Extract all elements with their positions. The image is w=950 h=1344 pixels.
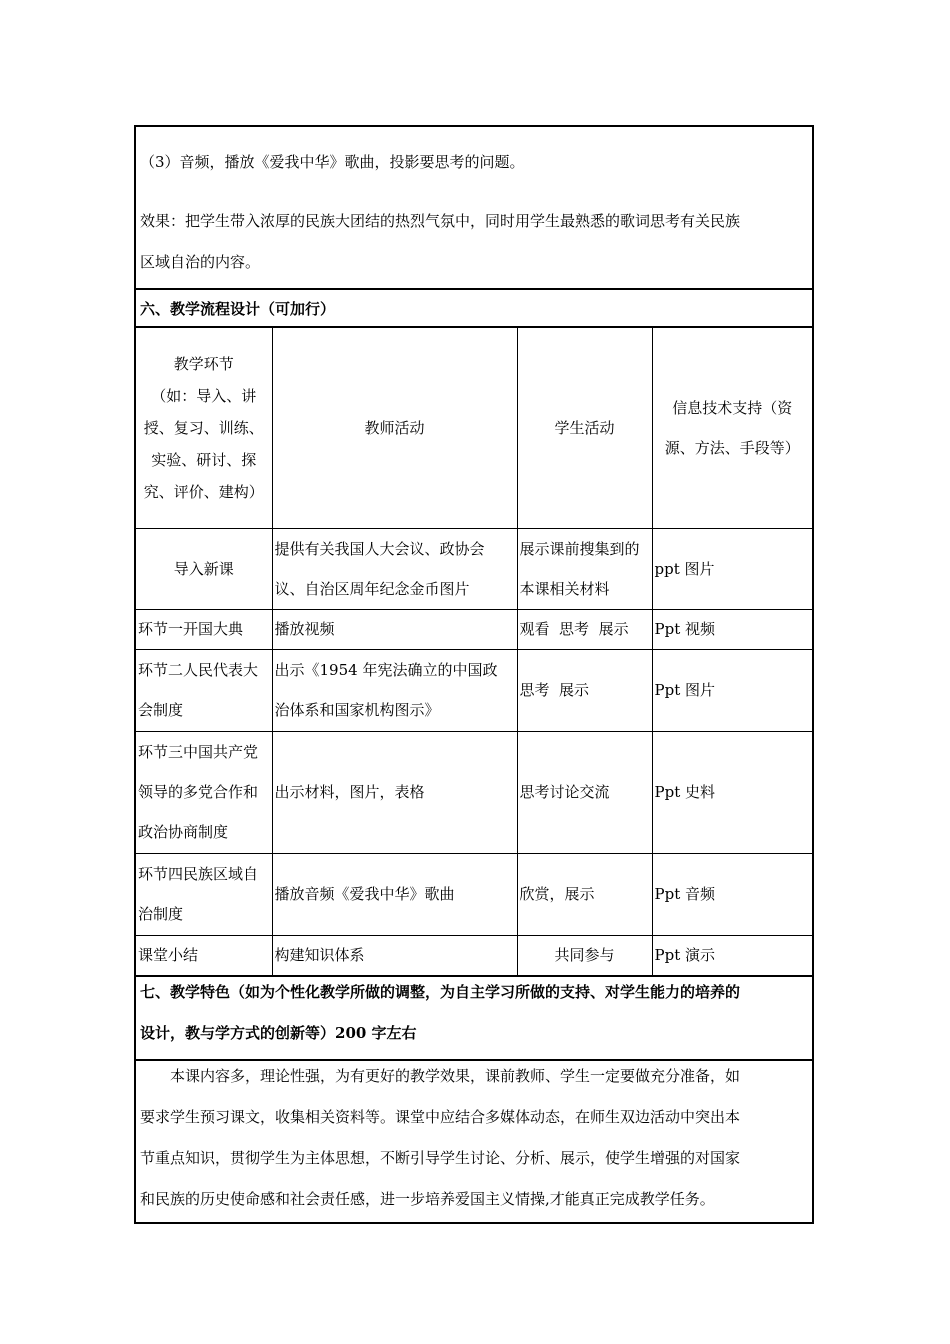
cell-stage: 环节一开国大典 — [136, 609, 272, 649]
cell-line: 提供有关我国人大会议、政协会 — [274, 539, 485, 558]
cell-tech: Ppt 史料 — [652, 731, 812, 853]
header-student: 学生活动 — [517, 328, 652, 528]
cell-stage: 课堂小结 — [136, 935, 272, 975]
cell-stage — [136, 649, 272, 731]
cell-line: 会制度 — [138, 701, 184, 719]
header-tech-line: 信息技术支持（资 — [672, 398, 793, 417]
cell-stage: 导入新课 — [136, 528, 272, 609]
header-stage-line: 究、评价、建构） — [143, 482, 264, 501]
header-tech — [652, 328, 812, 528]
cell-line: 政治协商制度 — [138, 823, 229, 841]
cell-tech: Ppt 图片 — [652, 649, 812, 731]
header-teacher: 教师活动 — [272, 328, 517, 528]
cell-teacher: 出示材料，图片，表格 — [272, 731, 517, 853]
cell-stage — [136, 731, 272, 853]
cell-student: 欣赏，展示 — [517, 853, 652, 935]
section6-title — [134, 288, 814, 326]
intro-line-2: 效果：把学生带入浓厚的民族大团结的热烈气氛中，同时用学生最熟悉的歌词思考有关民族 — [140, 212, 741, 230]
cell-line: 出示《1954 年宪法确立的中国政 — [274, 661, 498, 679]
cell-student: 观看 思考 展示 — [517, 609, 652, 649]
cell-teacher: 构建知识体系 — [272, 935, 517, 975]
cell-teacher: 播放视频 — [272, 609, 517, 649]
header-stage — [136, 328, 272, 528]
section7-title-line-1: 七、教学特色（如为个性化教学所做的调整，为自主学习所做的支持、对学生能力的培养的 — [140, 983, 741, 1001]
document-frame — [134, 125, 814, 1224]
section7-body — [134, 1059, 814, 1224]
section6-title-text: 六、教学流程设计（可加行） — [140, 299, 336, 318]
intro-section — [134, 125, 814, 288]
flow-table-wrap — [134, 326, 814, 975]
cell-line: 治体系和国家机构图示》 — [274, 701, 440, 719]
cell-tech: ppt 图片 — [652, 528, 812, 609]
cell-line: 治制度 — [138, 905, 184, 923]
flow-table — [136, 328, 812, 975]
table-row — [136, 935, 812, 975]
cell-teacher — [272, 649, 517, 731]
cell-student: 思考 展示 — [517, 649, 652, 731]
table-row — [136, 731, 812, 853]
intro-line-1: （3）音频，播放《爱我中华》歌曲，投影要思考的问题。 — [140, 153, 525, 171]
section7-body-line: 和民族的历史使命感和社会责任感，进一步培养爱国主义情操,才能真正完成教学任务。 — [140, 1190, 715, 1208]
section7-body-line: 本课内容多，理论性强，为有更好的教学效果，课前教师、学生一定要做充分准备，如 — [170, 1067, 741, 1085]
cell-student — [517, 528, 652, 609]
header-tech-line: 源、方法、手段等） — [664, 438, 800, 457]
section7-body-line: 节重点知识，贯彻学生为主体思想，不断引导学生讨论、分析、展示，使学生增强的对国家 — [140, 1149, 741, 1167]
header-stage-lines — [138, 348, 270, 508]
table-row — [136, 609, 812, 649]
cell-line: 环节四民族区域自 — [138, 865, 259, 883]
section7-body-line: 要求学生预习课文，收集相关资料等。课堂中应结合多媒体动态，在师生双边活动中突出本 — [140, 1108, 741, 1126]
cell-line: 环节二人民代表大 — [138, 661, 259, 679]
cell-teacher: 播放音频《爱我中华》歌曲 — [272, 853, 517, 935]
cell-student: 思考讨论交流 — [517, 731, 652, 853]
intro-line-3: 区域自治的内容。 — [140, 253, 261, 271]
cell-line: 本课相关材料 — [519, 579, 610, 598]
header-stage-line: 教学环节 — [173, 354, 234, 373]
header-stage-line: 授、复习、训练、 — [143, 418, 264, 437]
header-stage-line: （如：导入、讲 — [151, 386, 257, 405]
table-row — [136, 649, 812, 731]
header-stage-line: 实验、研讨、探 — [151, 450, 257, 469]
section7-title-line-2: 设计，教与学方式的创新等）200 字左右 — [140, 1024, 417, 1042]
cell-line: 展示课前搜集到的 — [519, 539, 640, 558]
cell-line: 议、自治区周年纪念金币图片 — [274, 579, 470, 598]
table-row — [136, 528, 812, 609]
cell-stage — [136, 853, 272, 935]
cell-tech: Ppt 视频 — [652, 609, 812, 649]
cell-tech: Ppt 音频 — [652, 853, 812, 935]
table-row — [136, 853, 812, 935]
cell-line: 领导的多党合作和 — [138, 783, 259, 801]
section7-title — [134, 975, 814, 1059]
cell-line: 环节三中国共产党 — [138, 743, 259, 761]
cell-tech: Ppt 演示 — [652, 935, 812, 975]
table-header-row — [136, 328, 812, 528]
cell-teacher — [272, 528, 517, 609]
cell-student: 共同参与 — [517, 935, 652, 975]
